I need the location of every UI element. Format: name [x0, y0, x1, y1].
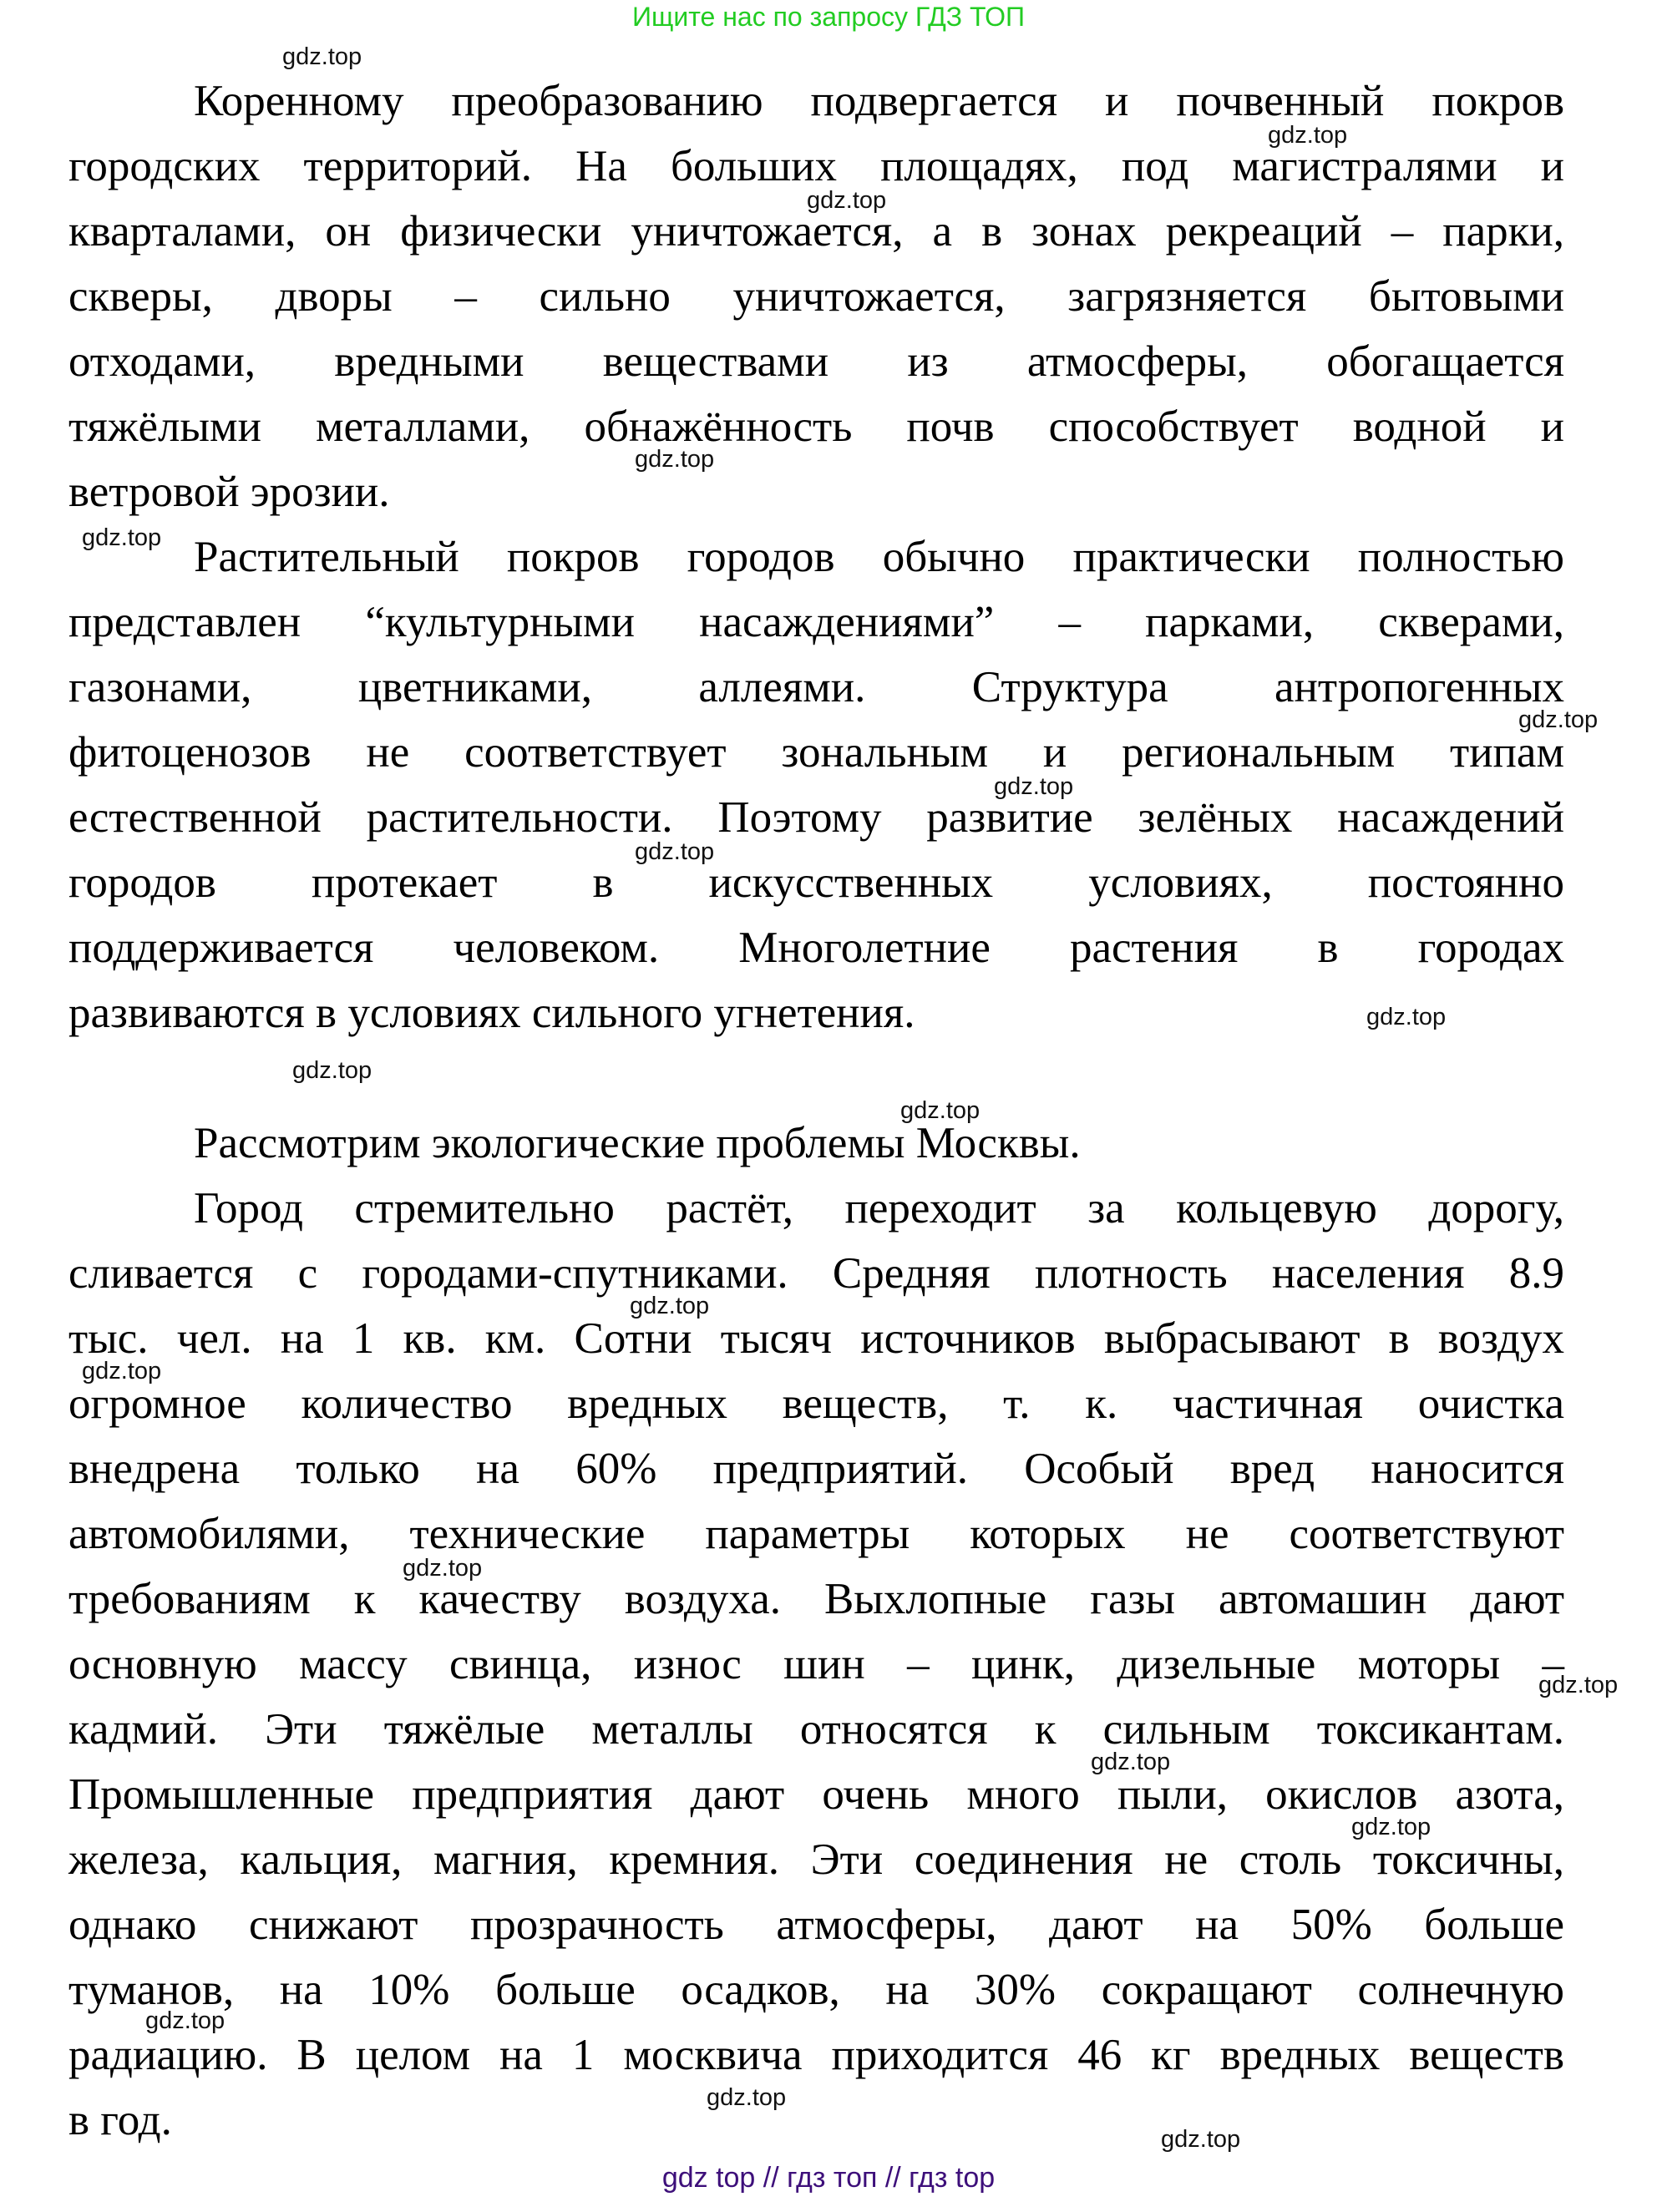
text-line: огромное количество вредных веществ, т. к. частичная очистка — [68, 1379, 1564, 1428]
text-line: городов протекает в искусственных условиях, постоянно — [68, 858, 1564, 907]
text-line: газонами, цветниками, аллеями. Структура антропогенных — [68, 663, 1564, 711]
text-line: сливается с городами-спутниками. Средняя плотность населения 8.9 — [68, 1249, 1564, 1298]
text-line: Промышленные предприятия дают очень много пыли, окислов азота, — [68, 1770, 1564, 1819]
search-banner[interactable]: Ищите нас по запросу ГДЗ ТОП — [632, 2, 1025, 32]
watermark: gdz.top — [1161, 2126, 1241, 2153]
text-line: естественной растительности. Поэтому развитие зелёных насаждений — [68, 793, 1564, 842]
text-line: Город стремительно растёт, переходит за кольцевую дорогу, — [194, 1184, 1564, 1233]
text-line: городских территорий. На больших площадях, под магистралями и — [68, 142, 1564, 190]
text-line: основную массу свинца, износ шин – цинк, дизельные моторы – — [68, 1640, 1564, 1688]
watermark: gdz.top — [900, 1097, 981, 1124]
text-line: железа, кальция, магния, кремния. Эти соединения не столь токсичны, — [68, 1835, 1564, 1884]
watermark: gdz.top — [403, 1555, 483, 1582]
text-line: кадмий. Эти тяжёлые металлы относятся к сильным токсикантам. — [68, 1705, 1564, 1754]
text-line: автомобилями, технические параметры которых не соответствуют — [68, 1510, 1564, 1558]
text-line: тяжёлыми металлами, обнажённость почв способствует водной и — [68, 402, 1564, 451]
watermark: gdz.top — [82, 1358, 162, 1384]
watermark: gdz.top — [630, 1293, 710, 1319]
text-line: Растительный покров городов обычно практически полностью — [194, 533, 1564, 581]
text-line: радиацию. В целом на 1 москвича приходится 46 кг вредных веществ — [68, 2031, 1564, 2079]
text-line: Рассмотрим экологические проблемы Москвы. — [194, 1119, 1081, 1167]
watermark: gdz.top — [1351, 1814, 1432, 1840]
watermark: gdz.top — [292, 1057, 372, 1084]
watermark: gdz.top — [145, 2007, 225, 2034]
watermark: gdz.top — [282, 43, 362, 70]
text-line: ветровой эрозии. — [68, 468, 390, 516]
watermark: gdz.top — [807, 187, 887, 214]
text-line: в год. — [68, 2096, 172, 2144]
text-line: развиваются в условиях сильного угнетения. — [68, 989, 915, 1037]
text-line: поддерживается человеком. Многолетние растения в городах — [68, 924, 1564, 972]
watermark: gdz.top — [1366, 1004, 1447, 1030]
watermark: gdz.top — [994, 773, 1074, 800]
watermark: gdz.top — [1268, 122, 1348, 149]
text-line: Коренному преобразованию подвергается и почвенный покров — [194, 77, 1564, 125]
watermark: gdz.top — [635, 838, 715, 865]
watermark: gdz.top — [1538, 1672, 1619, 1698]
footer-links[interactable]: gdz top // гдз топ // гдз top — [661, 2162, 996, 2194]
text-line: туманов, на 10% больше осадков, на 30% сокращают солнечную — [68, 1966, 1564, 2014]
watermark: gdz.top — [1091, 1749, 1171, 1775]
text-line: кварталами, он физически уничтожается, а в зонах рекреаций – парки, — [68, 207, 1564, 256]
text-line: фитоценозов не соответствует зональным и региональным типам — [68, 728, 1564, 777]
text-line: требованиям к качеству воздуха. Выхлопные газы автомашин дают — [68, 1575, 1564, 1623]
text-line: отходами, вредными веществами из атмосферы, обогащается — [68, 337, 1564, 386]
text-line: представлен “культурными насаждениями” – парками, скверами, — [68, 598, 1564, 646]
text-line: скверы, дворы – сильно уничтожается, загрязняется бытовыми — [68, 272, 1564, 321]
text-line: внедрена только на 60% предприятий. Особый вред наносится — [68, 1445, 1564, 1493]
watermark: gdz.top — [635, 446, 715, 473]
watermark: gdz.top — [82, 524, 162, 551]
text-line: тыс. чел. на 1 кв. км. Сотни тысяч источников выбрасывают в воздух — [68, 1314, 1564, 1363]
watermark: gdz.top — [1518, 706, 1599, 733]
text-line: однако снижают прозрачность атмосферы, дают на 50% больше — [68, 1901, 1564, 1949]
watermark: gdz.top — [707, 2084, 787, 2111]
